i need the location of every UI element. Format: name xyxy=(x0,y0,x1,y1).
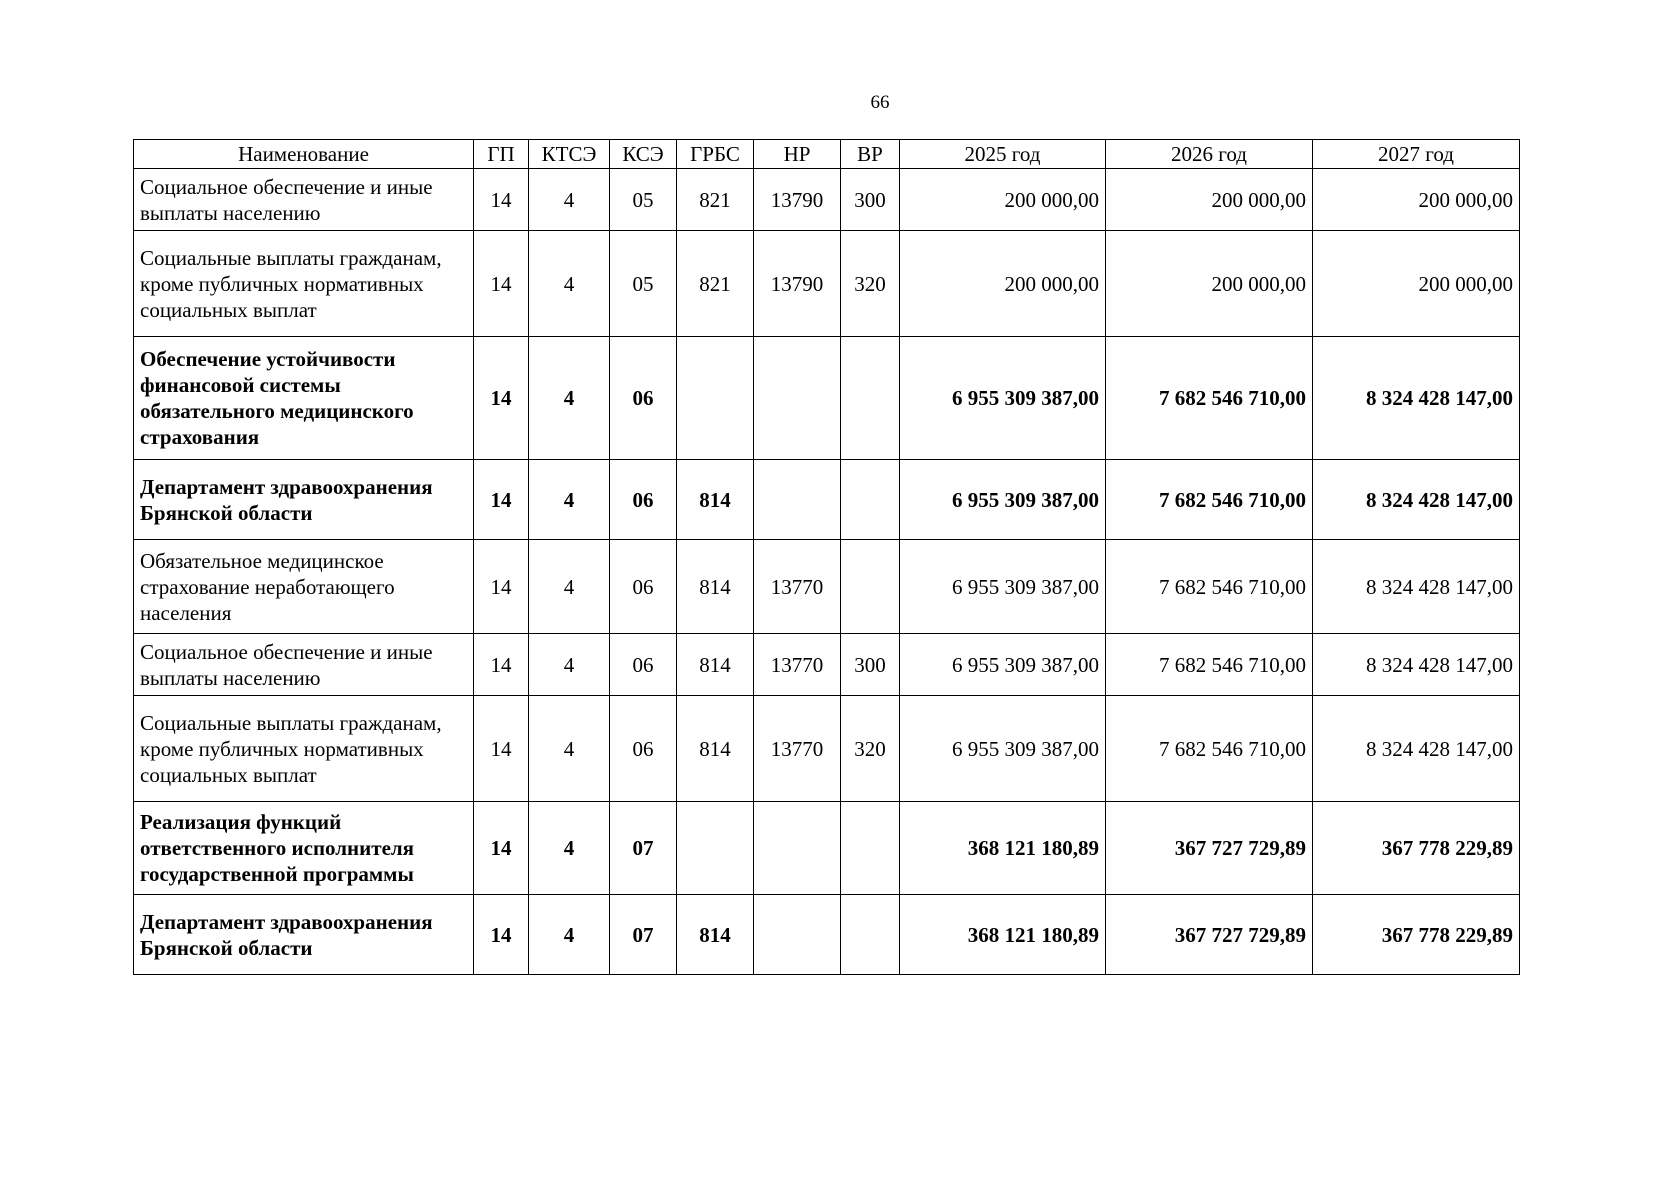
row-kse: 06 xyxy=(610,634,677,696)
row-nr: 13790 xyxy=(754,231,841,337)
table-row xyxy=(134,895,1520,975)
row-name: Реализация функций ответственного исполнителя государственной программы xyxy=(134,802,474,895)
row-kse: 06 xyxy=(610,460,677,540)
row-amount-2027: 8 324 428 147,00 xyxy=(1313,460,1520,540)
row-gp: 14 xyxy=(474,231,529,337)
row-gp: 14 xyxy=(474,696,529,802)
row-ktse: 4 xyxy=(529,696,610,802)
row-amount-2026: 7 682 546 710,00 xyxy=(1106,634,1313,696)
row-name: Обеспечение устойчивости финансовой системы обязательного медицинского страхования xyxy=(134,337,474,460)
row-ktse: 4 xyxy=(529,802,610,895)
table-row xyxy=(134,337,1520,460)
row-amount-2026: 367 727 729,89 xyxy=(1106,802,1313,895)
row-nr: 13770 xyxy=(754,634,841,696)
row-amount-2025: 6 955 309 387,00 xyxy=(900,540,1106,634)
row-vr xyxy=(841,540,900,634)
row-kse: 07 xyxy=(610,895,677,975)
col-header-nr: НР xyxy=(754,140,841,169)
table-row xyxy=(134,169,1520,231)
row-ktse: 4 xyxy=(529,460,610,540)
row-kse: 07 xyxy=(610,802,677,895)
row-name: Социальное обеспечение и иные выплаты населению xyxy=(134,634,474,696)
row-vr: 300 xyxy=(841,634,900,696)
row-gp: 14 xyxy=(474,460,529,540)
row-name: Социальное обеспечение и иные выплаты населению xyxy=(134,169,474,231)
row-grbs: 814 xyxy=(677,634,754,696)
table-row xyxy=(134,802,1520,895)
row-amount-2026: 7 682 546 710,00 xyxy=(1106,337,1313,460)
row-amount-2027: 367 778 229,89 xyxy=(1313,802,1520,895)
col-header-ktse: КТСЭ xyxy=(529,140,610,169)
row-amount-2027: 8 324 428 147,00 xyxy=(1313,540,1520,634)
row-nr xyxy=(754,802,841,895)
row-ktse: 4 xyxy=(529,169,610,231)
row-name: Департамент здравоохранения Брянской области xyxy=(134,895,474,975)
row-amount-2025: 6 955 309 387,00 xyxy=(900,634,1106,696)
row-gp: 14 xyxy=(474,169,529,231)
row-name: Социальные выплаты гражданам, кроме публичных нормативных социальных выплат xyxy=(134,231,474,337)
row-vr: 320 xyxy=(841,231,900,337)
row-name: Обязательное медицинское страхование неработающего населения xyxy=(134,540,474,634)
row-vr xyxy=(841,802,900,895)
row-grbs: 821 xyxy=(677,231,754,337)
table-row xyxy=(134,696,1520,802)
row-grbs: 814 xyxy=(677,540,754,634)
row-kse: 06 xyxy=(610,540,677,634)
row-amount-2025: 200 000,00 xyxy=(900,231,1106,337)
row-amount-2026: 7 682 546 710,00 xyxy=(1106,696,1313,802)
row-nr: 13770 xyxy=(754,696,841,802)
row-grbs xyxy=(677,337,754,460)
row-name: Социальные выплаты гражданам, кроме публичных нормативных социальных выплат xyxy=(134,696,474,802)
row-nr xyxy=(754,460,841,540)
row-kse: 06 xyxy=(610,696,677,802)
row-gp: 14 xyxy=(474,802,529,895)
page-number: 66 xyxy=(870,92,890,113)
row-amount-2025: 6 955 309 387,00 xyxy=(900,337,1106,460)
row-gp: 14 xyxy=(474,634,529,696)
row-amount-2027: 200 000,00 xyxy=(1313,169,1520,231)
row-amount-2026: 200 000,00 xyxy=(1106,169,1313,231)
row-kse: 05 xyxy=(610,231,677,337)
col-header-vr: ВР xyxy=(841,140,900,169)
row-grbs: 814 xyxy=(677,696,754,802)
row-amount-2027: 8 324 428 147,00 xyxy=(1313,634,1520,696)
row-amount-2026: 7 682 546 710,00 xyxy=(1106,460,1313,540)
row-nr: 13790 xyxy=(754,169,841,231)
row-grbs: 814 xyxy=(677,895,754,975)
row-amount-2025: 6 955 309 387,00 xyxy=(900,460,1106,540)
row-amount-2025: 200 000,00 xyxy=(900,169,1106,231)
row-amount-2025: 368 121 180,89 xyxy=(900,802,1106,895)
row-grbs xyxy=(677,802,754,895)
col-header-kse: КСЭ xyxy=(610,140,677,169)
row-ktse: 4 xyxy=(529,634,610,696)
row-amount-2025: 368 121 180,89 xyxy=(900,895,1106,975)
row-gp: 14 xyxy=(474,337,529,460)
row-amount-2027: 367 778 229,89 xyxy=(1313,895,1520,975)
row-ktse: 4 xyxy=(529,231,610,337)
row-gp: 14 xyxy=(474,540,529,634)
table-row xyxy=(134,460,1520,540)
budget-table xyxy=(133,139,1520,975)
row-ktse: 4 xyxy=(529,540,610,634)
row-vr xyxy=(841,337,900,460)
col-header-name: Наименование xyxy=(134,140,474,169)
col-header-grbs: ГРБС xyxy=(677,140,754,169)
row-nr xyxy=(754,337,841,460)
row-amount-2027: 200 000,00 xyxy=(1313,231,1520,337)
table-row xyxy=(134,540,1520,634)
col-header-2026: 2026 год xyxy=(1106,140,1313,169)
row-amount-2026: 200 000,00 xyxy=(1106,231,1313,337)
table-row xyxy=(134,634,1520,696)
col-header-2025: 2025 год xyxy=(900,140,1106,169)
row-grbs: 814 xyxy=(677,460,754,540)
col-header-gp: ГП xyxy=(474,140,529,169)
row-vr: 300 xyxy=(841,169,900,231)
row-vr xyxy=(841,460,900,540)
row-amount-2026: 367 727 729,89 xyxy=(1106,895,1313,975)
table-row xyxy=(134,231,1520,337)
row-amount-2025: 6 955 309 387,00 xyxy=(900,696,1106,802)
row-amount-2027: 8 324 428 147,00 xyxy=(1313,696,1520,802)
row-amount-2026: 7 682 546 710,00 xyxy=(1106,540,1313,634)
row-amount-2027: 8 324 428 147,00 xyxy=(1313,337,1520,460)
row-nr: 13770 xyxy=(754,540,841,634)
row-grbs: 821 xyxy=(677,169,754,231)
row-vr: 320 xyxy=(841,696,900,802)
header-row xyxy=(134,140,1520,169)
row-gp: 14 xyxy=(474,895,529,975)
row-nr xyxy=(754,895,841,975)
row-ktse: 4 xyxy=(529,337,610,460)
row-kse: 05 xyxy=(610,169,677,231)
row-ktse: 4 xyxy=(529,895,610,975)
row-kse: 06 xyxy=(610,337,677,460)
row-vr xyxy=(841,895,900,975)
row-name: Департамент здравоохранения Брянской области xyxy=(134,460,474,540)
col-header-2027: 2027 год xyxy=(1313,140,1520,169)
